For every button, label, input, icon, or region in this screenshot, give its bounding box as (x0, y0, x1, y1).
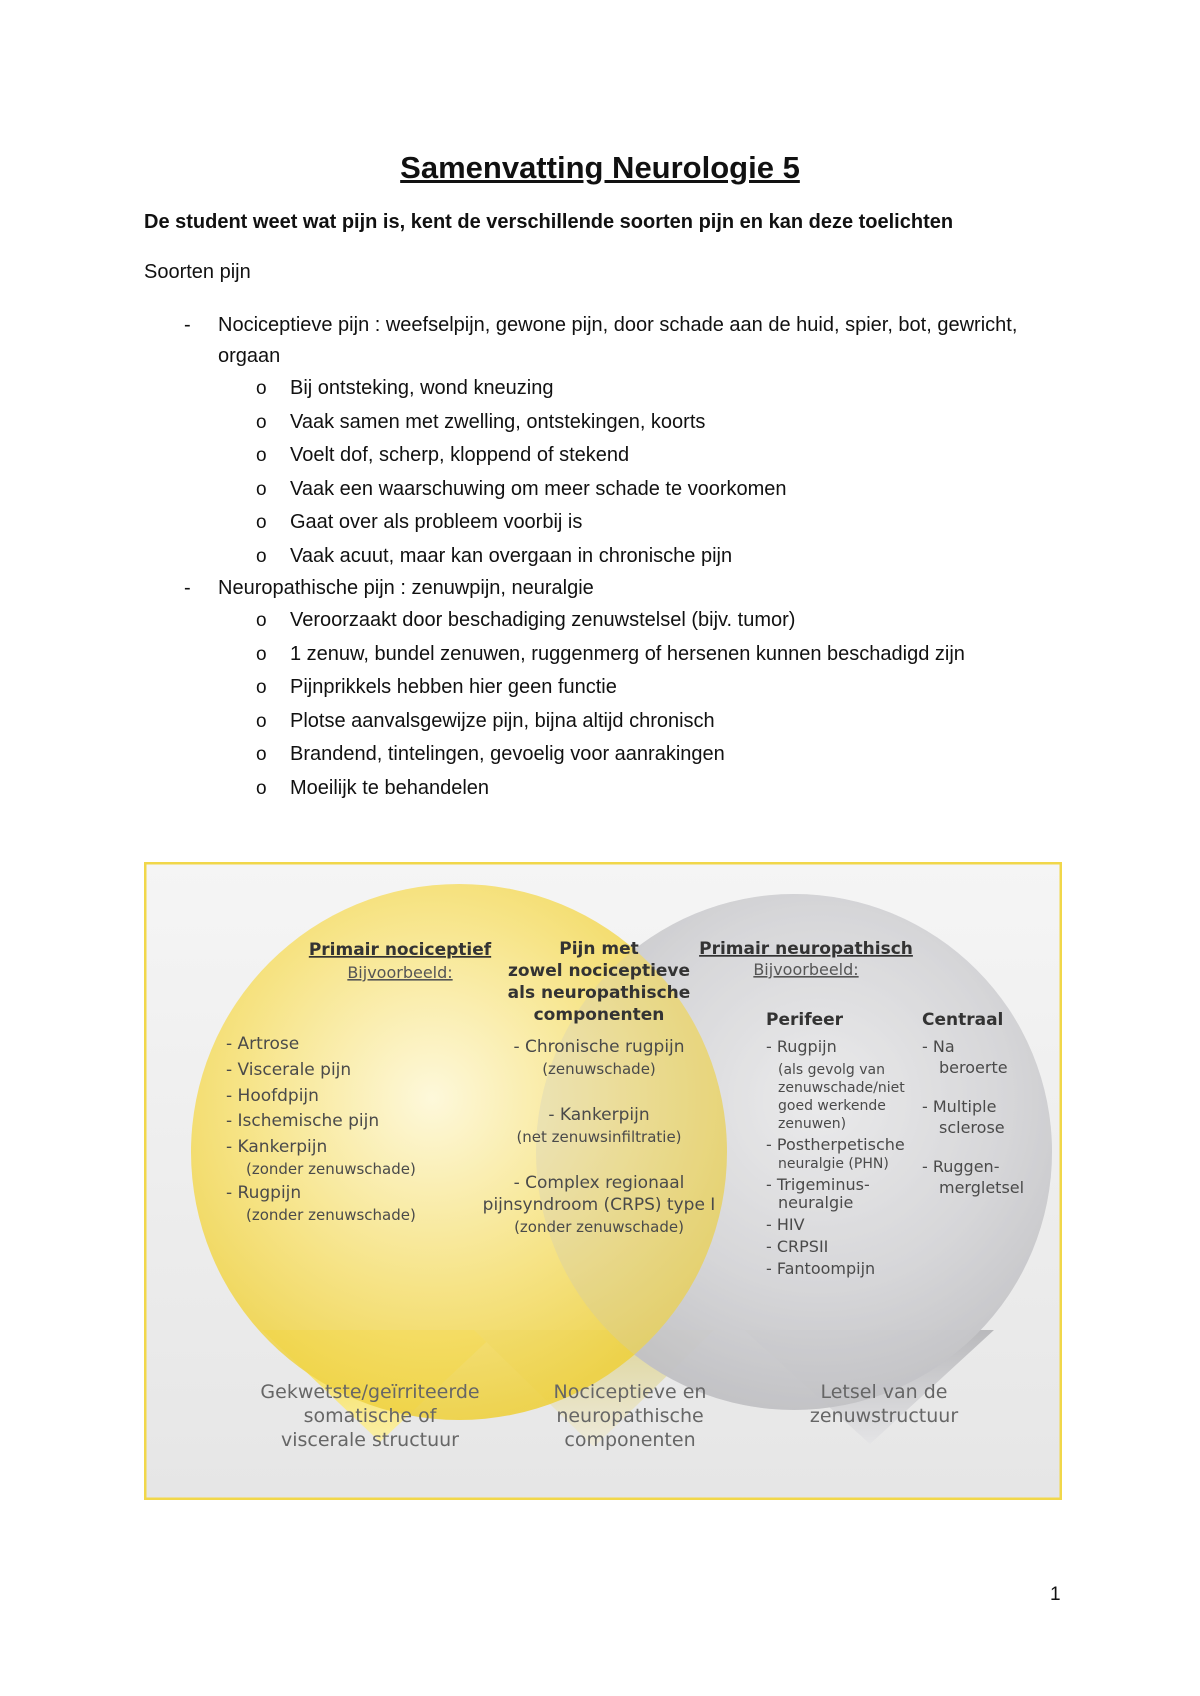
left-item: (zonder zenuwschade) (246, 1160, 416, 1178)
sub-list (218, 604, 1044, 805)
perifeer-item: goed werkende (778, 1098, 886, 1114)
sub-item-text: Veroorzaakt door beschadiging zenuwstelsel (bijv. tumor) (290, 609, 796, 631)
circle-bullet: o (256, 445, 267, 466)
right-title: Primair neuropathisch (699, 939, 913, 959)
left-item: - Viscerale pijn (226, 1060, 352, 1080)
centraal-item: - Na (922, 1037, 955, 1056)
centraal-item: - Ruggen- (922, 1157, 1000, 1176)
circle-bullet: o (256, 478, 267, 500)
middle-item: pijnsyndroom (CRPS) type I (482, 1195, 716, 1215)
sub-list-item (218, 540, 1044, 574)
middle-item: (zenuwschade) (542, 1060, 656, 1078)
middle-title-line: Pijn met (559, 939, 639, 959)
sub-list-item (218, 671, 1044, 705)
middle-item: (net zenuwsinfiltratie) (516, 1128, 682, 1146)
middle-title-line: zowel nociceptieve (507, 961, 691, 981)
perifeer-item: - Rugpijn (766, 1037, 837, 1056)
perifeer-item: neuralgie (778, 1193, 854, 1212)
dash-bullet: - (184, 577, 191, 599)
perifeer-title: Perifeer (766, 1010, 844, 1030)
page-title: Samenvatting Neurologie 5 (400, 150, 800, 185)
sub-list-item (218, 473, 1044, 507)
left-item: - Ischemische pijn (226, 1111, 380, 1131)
sub-item-text: Gaat over als probleem voorbij is (290, 511, 583, 533)
left-item: - Hoofdpijn (226, 1086, 319, 1106)
left-title: Primair nociceptief (308, 940, 492, 960)
left-item: - Kankerpijn (226, 1137, 328, 1157)
sub-list-item (218, 638, 1044, 672)
perifeer-item: neuralgie (PHN) (778, 1156, 889, 1172)
section-label: Soorten pijn (144, 261, 251, 283)
bottom-left-caption: Gekwetste/geïrriteerde (260, 1381, 480, 1403)
bottom-right-caption: zenuwstructuur (809, 1405, 959, 1427)
learning-objective-heading: De student weet wat pijn is, kent de verschillende soorten pijn en kan deze toelichten (144, 211, 954, 233)
middle-item: (zonder zenuwschade) (514, 1218, 684, 1236)
pain-types-list (144, 310, 1044, 805)
circle-bullet: o (256, 744, 267, 765)
sub-list-item (218, 372, 1044, 406)
pain-venn-diagram (144, 862, 1062, 1500)
perifeer-item: zenuwen) (778, 1116, 847, 1132)
sub-list-item (218, 406, 1044, 440)
list-item-nociceptive (144, 310, 1044, 573)
sub-item-text: Vaak samen met zwelling, ontstekingen, koorts (290, 410, 706, 433)
centraal-item: sclerose (939, 1118, 1005, 1137)
sub-item-text: Brandend, tintelingen, gevoelig voor aanrakingen (290, 743, 725, 765)
middle-item: - Complex regionaal (513, 1173, 685, 1193)
sub-list-item (218, 772, 1044, 806)
centraal-title: Centraal (922, 1010, 1004, 1030)
perifeer-item: zenuwschade/niet (778, 1080, 905, 1096)
centraal-item: beroerte (939, 1058, 1008, 1077)
sub-item-text: 1 zenuw, bundel zenuwen, ruggenmerg of hersenen kunnen beschadigd zijn (290, 642, 965, 665)
sub-item-text: Voelt dof, scherp, kloppend of stekend (290, 444, 630, 466)
perifeer-item: - HIV (766, 1215, 805, 1234)
perifeer-item: (als gevolg van (778, 1062, 885, 1078)
list-item-text: Nociceptieve pijn : weefselpijn, gewone pijn, door schade aan de huid, spier, bot, gewricht, orgaan (218, 314, 1018, 367)
circle-bullet: o (256, 545, 267, 567)
dash-bullet: - (184, 314, 191, 336)
sub-item-text: Moeilijk te behandelen (290, 776, 490, 799)
middle-title-line: componenten (533, 1005, 665, 1025)
bottom-middle-caption: componenten (564, 1429, 696, 1451)
centraal-item: mergletsel (939, 1178, 1025, 1197)
middle-item: - Kankerpijn (548, 1105, 650, 1125)
left-item: - Rugpijn (226, 1183, 302, 1203)
left-subtitle: Bijvoorbeeld: (347, 963, 453, 982)
perifeer-item: - Trigeminus- (766, 1175, 870, 1194)
sub-list-item (218, 705, 1044, 739)
circle-bullet: o (256, 610, 267, 631)
right-subtitle: Bijvoorbeeld: (753, 960, 859, 979)
circle-bullet: o (256, 643, 267, 665)
perifeer-item: - Fantoompijn (766, 1259, 876, 1278)
page-number: 1 (1050, 1584, 1061, 1605)
sub-list-item (218, 604, 1044, 638)
sub-item-text: Vaak een waarschuwing om meer schade te voorkomen (290, 477, 787, 500)
sub-list-item (218, 439, 1044, 473)
sub-item-text: Bij ontsteking, wond kneuzing (290, 377, 554, 399)
circle-bullet: o (256, 411, 267, 433)
sub-list-item (218, 738, 1044, 772)
sub-item-text: Plotse aanvalsgewijze pijn, bijna altijd chronisch (290, 709, 715, 732)
perifeer-item: - Postherpetische (766, 1135, 905, 1154)
bottom-left-caption: viscerale structuur (280, 1429, 460, 1451)
sub-item-text: Pijnprikkels hebben hier geen functie (290, 676, 617, 698)
sub-list-item (218, 506, 1044, 540)
middle-title-line: als neuropathische (507, 983, 691, 1003)
centraal-item: - Multiple (922, 1097, 997, 1116)
sub-item-text: Vaak acuut, maar kan overgaan in chronische pijn (290, 544, 733, 567)
circle-bullet: o (256, 710, 267, 732)
circle-bullet: o (256, 777, 267, 799)
perifeer-item: - CRPSII (766, 1237, 829, 1256)
bottom-middle-caption: neuropathische (556, 1405, 704, 1427)
circle-bullet: o (256, 512, 267, 533)
left-item: - Artrose (226, 1034, 300, 1054)
sub-list (218, 372, 1044, 573)
list-item-neuropathic (144, 573, 1044, 805)
middle-item: - Chronische rugpijn (513, 1037, 685, 1057)
bottom-right-caption: Letsel van de (820, 1381, 948, 1403)
circle-bullet: o (256, 378, 267, 399)
bottom-left-caption: somatische of (303, 1405, 437, 1427)
bottom-middle-caption: Nociceptieve en (553, 1381, 707, 1403)
list-item-text: Neuropathische pijn : zenuwpijn, neuralgie (218, 577, 594, 599)
left-item: (zonder zenuwschade) (246, 1206, 416, 1224)
venn-diagram-svg (144, 862, 1062, 1500)
circle-bullet: o (256, 677, 267, 698)
